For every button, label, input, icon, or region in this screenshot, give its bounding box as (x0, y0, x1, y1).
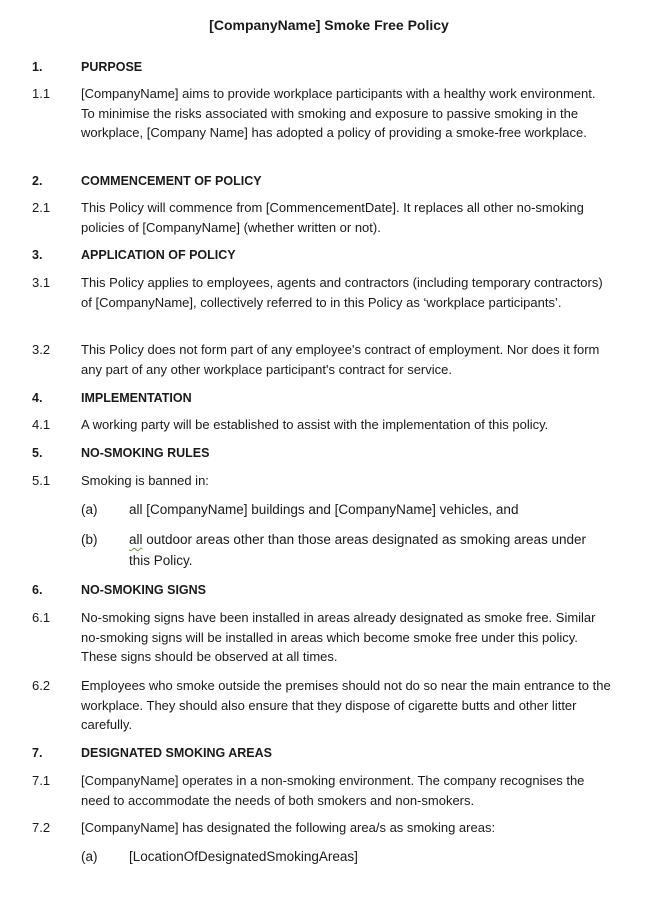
clause-text: This Policy will commence from [CommencementDate]. It replaces all other no-smoking policies of [CompanyName] (whether written or not). (81, 200, 584, 235)
clause-number: 6.1 (32, 610, 51, 625)
list-item-label: (a) (81, 849, 98, 864)
section-number: 2. (32, 174, 43, 188)
clause-number: 7.2 (32, 820, 51, 835)
list-item-text: [LocationOfDesignatedSmokingAreas] (129, 849, 358, 864)
clause-text: No-smoking signs have been installed in areas already designated as smoke free. Similar no-smoking signs will be installed in areas which become smoke free under this policy. These signs should be observed at all times. (81, 610, 596, 664)
section-title: IMPLEMENTATION (81, 391, 192, 405)
document-title: [CompanyName] Smoke Free Policy (209, 17, 449, 33)
clause-number: 3.1 (32, 275, 51, 290)
section-number: 4. (32, 391, 43, 405)
clause-number: 6.2 (32, 678, 51, 693)
section-title: APPLICATION OF POLICY (81, 248, 236, 262)
section-title: DESIGNATED SMOKING AREAS (81, 746, 272, 760)
list-item-text: all [CompanyName] buildings and [CompanyName] vehicles, and (129, 502, 519, 517)
clause-number: 3.2 (32, 342, 51, 357)
clause-number: 2.1 (32, 200, 51, 215)
clause-text: Smoking is banned in: (81, 473, 209, 488)
list-item-label: (a) (81, 502, 98, 517)
section-number: 7. (32, 746, 43, 760)
section-title: PURPOSE (81, 60, 143, 74)
clause-text: [CompanyName] operates in a non-smoking environment. The company recognises the need to accommodate the needs of both smokers and non-smokers. (81, 773, 585, 808)
clause-number: 1.1 (32, 86, 51, 101)
list-item-text-rest: outdoor areas other than those areas designated as smoking areas under this Policy. (129, 532, 587, 568)
clause-text: [CompanyName] aims to provide workplace participants with a healthy work environment. To minimise the risks associated with smoking and exposure to passive smoking in the workplace, [Company Name] has adopted a policy of providing a smoke-free workplace. (81, 86, 596, 140)
clause-number: 5.1 (32, 473, 51, 488)
section-title: COMMENCEMENT OF POLICY (81, 174, 262, 188)
section-number: 6. (32, 583, 43, 597)
list-item-label: (b) (81, 532, 98, 547)
clause-text: This Policy applies to employees, agents and contractors (including temporary contractors) of [CompanyName], collectively referred to in this Policy as ‘workplace participants’. (81, 275, 603, 310)
clause-text: A working party will be established to assist with the implementation of this policy. (81, 417, 549, 432)
spellcheck-word: all (129, 532, 143, 547)
clause-text: [CompanyName] has designated the following area/s as smoking areas: (81, 820, 496, 835)
clause-number: 7.1 (32, 773, 51, 788)
clause-number: 4.1 (32, 417, 51, 432)
section-number: 3. (32, 248, 43, 262)
list-item-text (129, 529, 599, 571)
section-title: NO-SMOKING SIGNS (81, 583, 207, 597)
section-number: 1. (32, 60, 43, 74)
clause-text: Employees who smoke outside the premises should not do so near the main entrance to the workplace. They should also ensure that they dispose of cigarette butts and other litter carefully. (81, 678, 611, 732)
section-title: NO-SMOKING RULES (81, 446, 210, 460)
clause-text: This Policy does not form part of any employee's contract of employment. Nor does it form any part of any other workplace participant's contract for service. (81, 342, 600, 377)
section-number: 5. (32, 446, 43, 460)
